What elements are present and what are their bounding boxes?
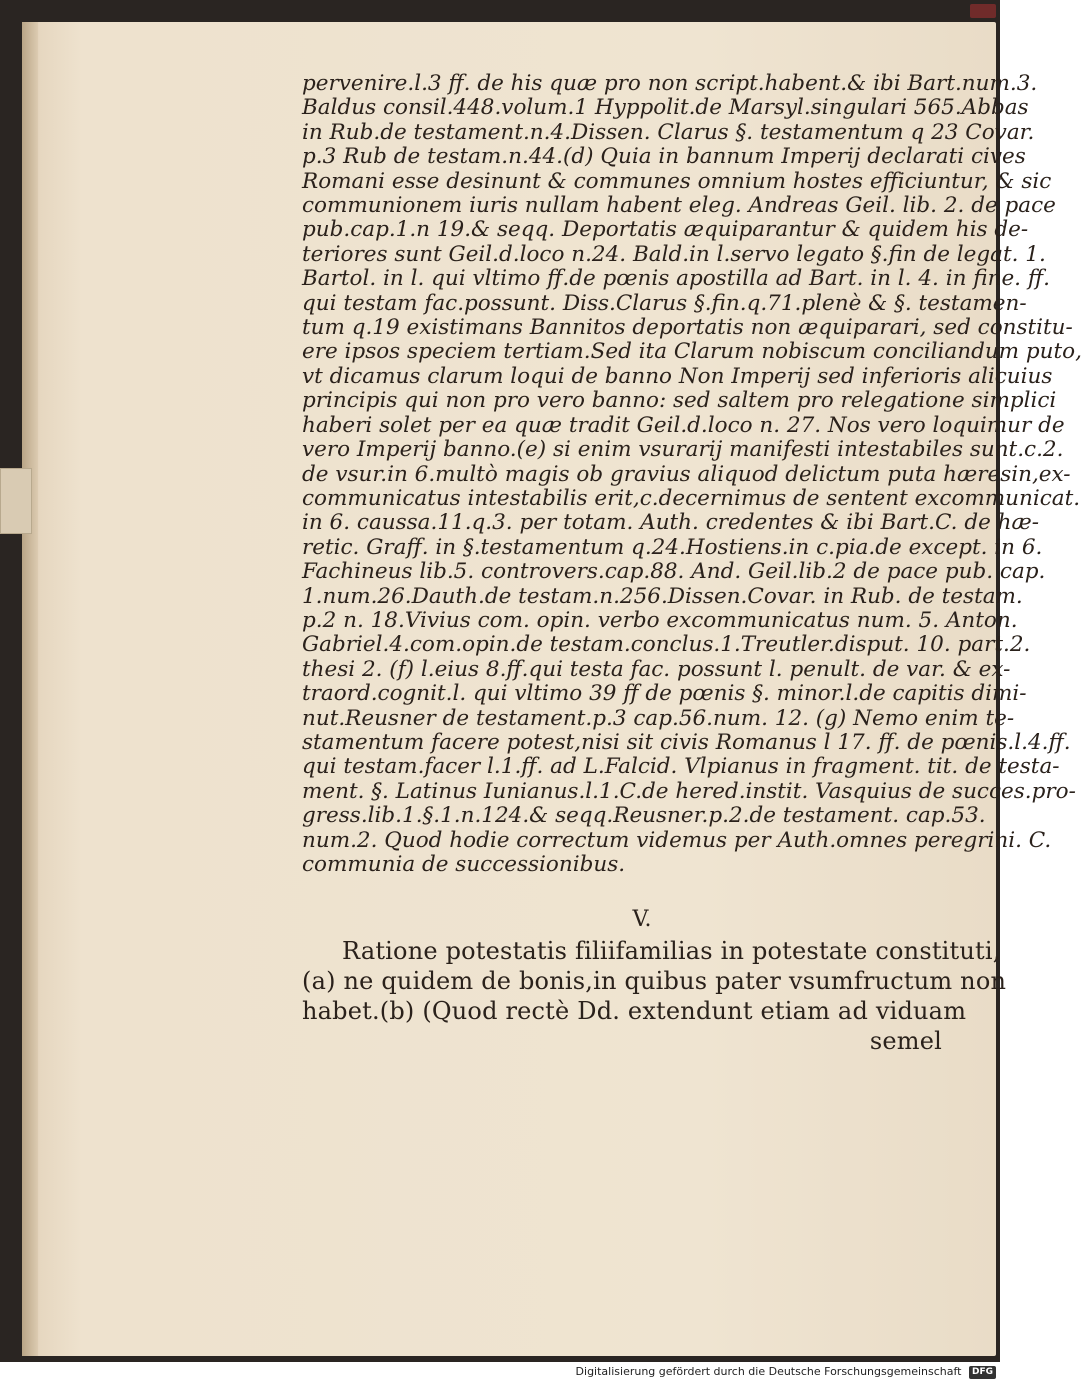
paper-tab	[0, 468, 32, 534]
catchword: semel	[869, 1027, 942, 1056]
footnote-line: pervenire.l.3 ff. de his quæ pro non script.habent.& ibi Bart.num.3.	[302, 71, 1038, 96]
footnote-line: ment. §. Latinus Iunianus.l.1.C.de hered.instit. Vasquius de succes.pro-	[302, 778, 1076, 804]
footnotes-block	[302, 71, 1082, 877]
footnote-line: ere ipsos speciem tertiam.Sed ita Clarum nobiscum conciliandum puto,	[302, 339, 1082, 365]
footnote-line: communionem iuris nullam habent eleg. Andreas Geil. lib. 2. de pace	[302, 193, 1056, 219]
footnote-line: haberi solet per ea quæ tradit Geil.d.loco n. 27. Nos vero loquimur de	[302, 412, 1065, 438]
footnote-line: p.3 Rub de testam.n.44.(d) Quia in bannum Imperij declarati cives	[302, 144, 1026, 170]
dfg-logo: DFG	[969, 1366, 996, 1379]
footnote-line: num.2. Quod hodie correctum videmus per Auth.omnes peregrini. C.	[302, 827, 1052, 853]
footnote-line: traord.cognit.l. qui vltimo 39 ff de pœnis §. minor.l.de capitis dimi-	[302, 681, 1027, 707]
body-line: habet.(b) (Quod rectè Dd. extendunt etiam ad viduam	[302, 997, 967, 1026]
page-text	[302, 71, 1082, 1056]
footnote-line: p.2 n. 18.Vivius com. opin. verbo excommunicatus num. 5. Anton.	[302, 607, 1018, 633]
footnote-line: Bartol. in l. qui vltimo ff.de pœnis apostilla ad Bart. in l. 4. in fine. ff.	[302, 266, 1050, 292]
footnote-line: Romani esse desinunt & communes omnium hostes efficiuntur, & sic	[302, 168, 1052, 194]
body-line: Ratione potestatis filiifamilias in potestate constituti,	[342, 937, 1001, 966]
section-number: V.	[632, 907, 652, 933]
footnote-line: Fachineus lib.5. controvers.cap.88. And. Geil.lib.2 de pace pub. cap.	[302, 559, 1046, 585]
footnote-line: tum q.19 existimans Bannitos deportatis non æquiparari, sed constitu-	[302, 315, 1073, 341]
section-body	[302, 936, 1007, 1056]
footnote-line: Baldus consil.448.volum.1 Hyppolit.de Marsyl.singulari 565.Abbas	[302, 95, 1029, 121]
footnote-line: 1.num.26.Dauth.de testam.n.256.Dissen.Covar. in Rub. de testam.	[302, 583, 1023, 609]
footnote-line: teriores sunt Geil.d.loco n.24. Bald.in l.servo legato §.fin de legat. 1.	[302, 241, 1046, 267]
footnote-line: principis qui non pro vero banno: sed saltem pro relegatione simplici	[302, 388, 1057, 414]
footnote-line: qui testam.facer l.1.ff. ad L.Falcid. Vlpianus in fragment. tit. de testa-	[302, 754, 1060, 780]
corner-color-mark	[970, 4, 996, 18]
footnote-line: qui testam fac.possunt. Diss.Clarus §.fin.q.71.plenè & §. testamen-	[302, 290, 1027, 316]
footnote-line: communicatus intestabilis erit,c.decernimus de sentent excommunicat.	[302, 485, 1081, 511]
footnote-line: communia de successionibus.	[302, 852, 626, 877]
footnote-line: vt dicamus clarum loqui de banno Non Imperij sed inferioris alicuius	[302, 363, 1053, 389]
footer-credit: Digitalisierung gefördert durch die Deutsche Forschungsgemeinschaft	[575, 1365, 962, 1378]
footnote-line: in Rub.de testament.n.4.Dissen. Clarus §. testamentum q 23 Covar.	[302, 119, 1035, 145]
footnote-line: de vsur.in 6.multò magis ob gravius aliquod delictum puta hæresin,ex-	[302, 461, 1071, 487]
footnote-line: pub.cap.1.n 19.& seqq. Deportatis æquiparantur & quidem his de-	[302, 217, 1029, 243]
footnote-line: thesi 2. (f) l.eius 8.ff.qui testa fac. possunt l. penult. de var. & ex-	[302, 656, 1011, 682]
body-line: (a) ne quidem de bonis,in quibus pater vsumfructum non	[302, 967, 1007, 996]
page-gutter	[22, 22, 38, 1356]
digitization-footer	[0, 1362, 1000, 1381]
footnote-line: stamentum facere potest,nisi sit civis Romanus l 17. ff. de pœnis.l.4.ff.	[302, 729, 1071, 755]
footnote-line: Gabriel.4.com.opin.de testam.conclus.1.Treutler.disput. 10. part.2.	[302, 632, 1031, 658]
footnote-line: nut.Reusner de testament.p.3 cap.56.num. 12. (g) Nemo enim te-	[302, 705, 1015, 731]
footnote-line: retic. Graff. in §.testamentum q.24.Hostiens.in c.pia.de except. in 6.	[302, 534, 1043, 560]
footnote-line: gress.lib.1.§.1.n.124.& seqq.Reusner.p.2.de testament. cap.53.	[302, 803, 986, 829]
footnote-line: in 6. caussa.11.q.3. per totam. Auth. credentes & ibi Bart.C. de hæ-	[302, 510, 1039, 536]
footnote-line: vero Imperij banno.(e) si enim vsurarij manifesti intestabiles sunt.c.2.	[302, 437, 1064, 463]
